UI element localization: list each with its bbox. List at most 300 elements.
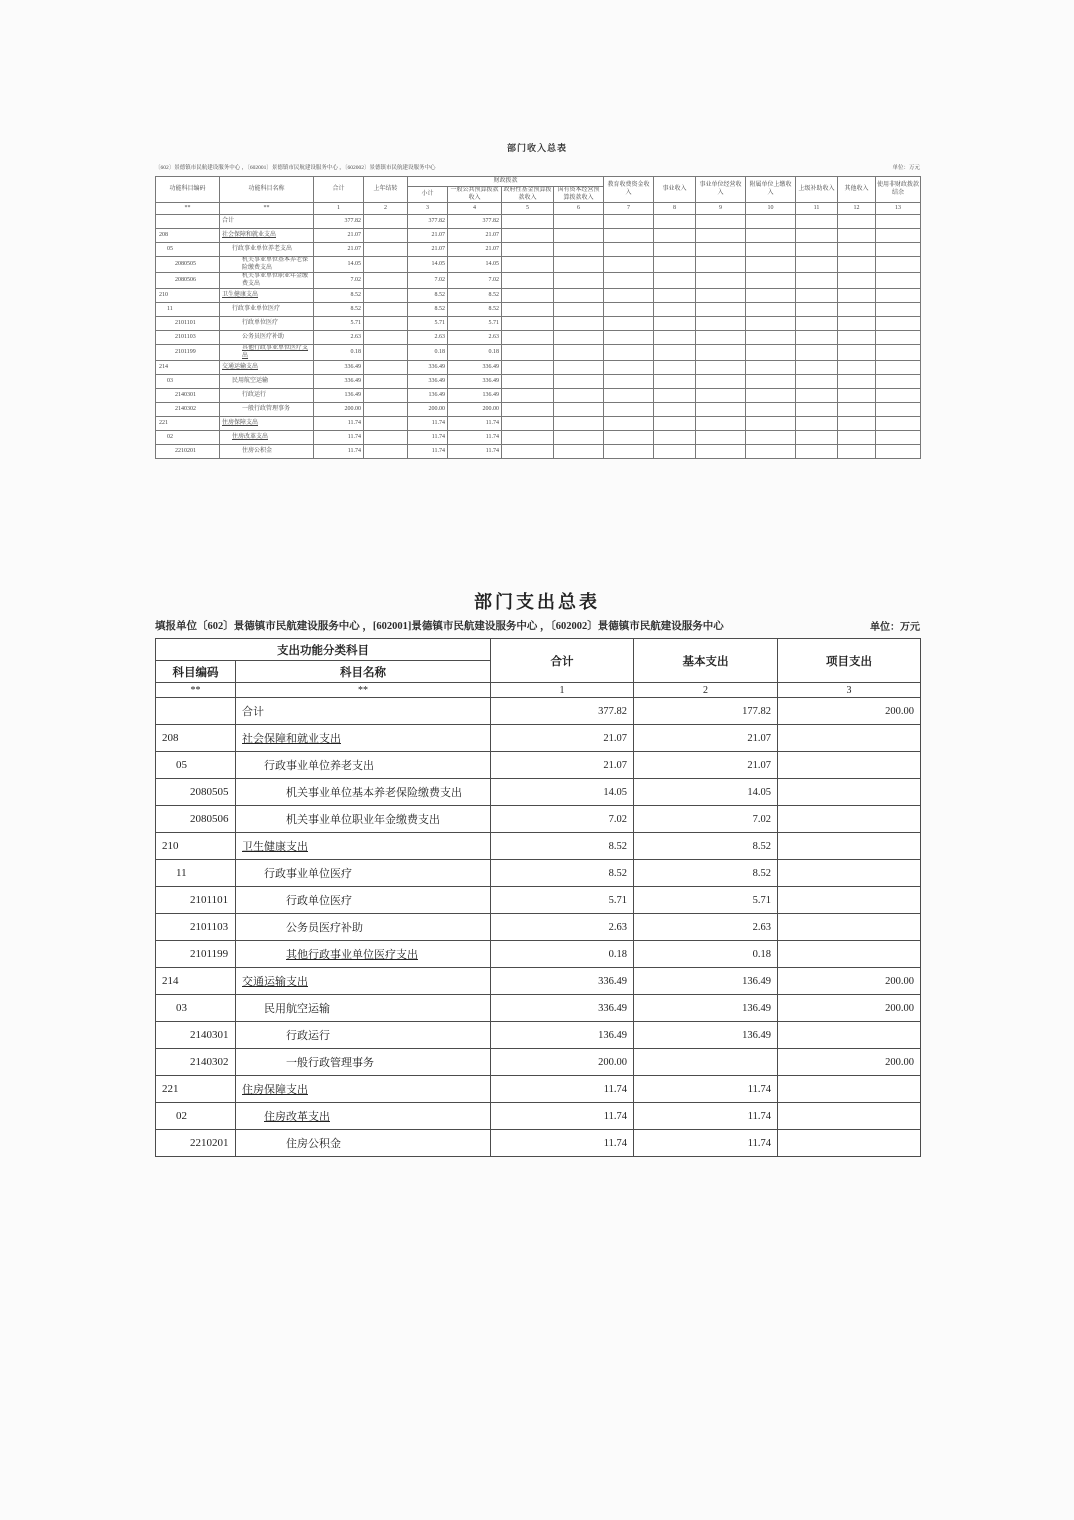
expense-value-cell: 7.02 [491,806,634,833]
income-value-cell [654,289,696,303]
expense-value-cell: 7.02 [634,806,778,833]
income-table-row [156,273,921,289]
income-value-cell [696,243,746,257]
income-value-cell [696,317,746,331]
expense-value-cell: 336.49 [491,968,634,995]
income-value-cell [796,229,838,243]
expense-code-cell: 2140301 [156,1022,236,1049]
income-table-body [156,215,921,459]
income-value-cell [838,273,876,289]
income-value-cell [796,257,838,273]
income-value-cell [554,445,604,459]
income-value-cell [604,303,654,317]
income-value-cell: 14.05 [408,257,448,273]
income-table-row [156,229,921,243]
income-value-cell: 336.49 [448,375,502,389]
income-value-cell: 5.71 [314,317,364,331]
income-value-cell [604,389,654,403]
income-colnum-cell: 9 [696,203,746,215]
income-value-cell [838,215,876,229]
expense-name-cell: 机关事业单位基本养老保险缴费支出 [236,779,491,806]
income-table-row [156,331,921,345]
expense-table-body [156,698,921,1157]
income-value-cell [876,445,921,459]
income-value-cell [654,215,696,229]
income-value-cell [554,229,604,243]
income-value-cell [604,375,654,389]
income-table-title: 部门收入总表 [506,143,567,153]
expense-value-cell [778,752,921,779]
expense-value-cell: 11.74 [634,1103,778,1130]
income-code-cell: 11 [156,303,220,317]
income-value-cell [364,375,408,389]
expense-value-cell: 5.71 [634,887,778,914]
income-name-cell: 公务员医疗补助 [220,331,314,345]
expense-value-cell: 0.18 [491,941,634,968]
expense-value-cell: 11.74 [491,1076,634,1103]
income-value-cell [696,273,746,289]
income-value-cell [838,375,876,389]
income-col-superior: 上级补助收入 [796,177,838,203]
income-table-row [156,445,921,459]
income-value-cell: 200.00 [408,403,448,417]
income-value-cell: 377.82 [314,215,364,229]
expense-table-row [156,752,921,779]
income-colnum-cell: 1 [314,203,364,215]
expense-name-cell: 交通运输支出 [236,968,491,995]
income-value-cell [654,431,696,445]
income-value-cell [796,243,838,257]
income-value-cell [876,361,921,375]
income-value-cell [502,331,554,345]
income-value-cell [364,303,408,317]
income-code-cell: 2101101 [156,317,220,331]
income-name-cell: 行政事业单位医疗 [220,303,314,317]
income-value-cell [746,273,796,289]
income-col-business: 事业收入 [654,177,696,203]
expense-name-cell: 住房公积金 [236,1130,491,1157]
income-value-cell: 2.63 [448,331,502,345]
expense-value-cell: 200.00 [778,1049,921,1076]
income-value-cell: 336.49 [408,375,448,389]
income-value-cell [554,303,604,317]
income-value-cell [604,345,654,361]
income-value-cell [364,317,408,331]
income-value-cell [876,243,921,257]
expense-reporting-unit: 填报单位〔602〕景德镇市民航建设服务中心 ，[602001]景德镇市民航建设服务中心 ，〔602002〕景德镇市民航建设服务中心 [155,621,724,632]
expense-value-cell: 0.18 [634,941,778,968]
income-value-cell [876,389,921,403]
income-col-gov-fund: 政府性基金预算拨款收入 [503,187,552,201]
income-value-cell [604,257,654,273]
income-table-row [156,403,921,417]
income-value-cell [502,257,554,273]
expense-table-title: 部门支出总表 [474,592,600,612]
income-col-code: 功能科目编码 [156,177,220,203]
expense-table-row [156,725,921,752]
expense-value-cell [778,1103,921,1130]
income-value-cell: 0.18 [314,345,364,361]
expense-code-cell [156,698,236,725]
income-name-cell: 社会保障和就业支出 [220,229,314,243]
income-value-cell [746,331,796,345]
income-value-cell [796,361,838,375]
income-value-cell [554,289,604,303]
income-value-cell [604,361,654,375]
income-value-cell: 200.00 [314,403,364,417]
income-name-cell: 住房公积金 [220,445,314,459]
expense-name-cell: 民用航空运输 [236,995,491,1022]
income-value-cell: 14.05 [448,257,502,273]
expense-value-cell [778,779,921,806]
expense-value-cell: 8.52 [634,860,778,887]
income-table [155,176,921,459]
income-value-cell [502,303,554,317]
income-value-cell [838,431,876,445]
expense-name-cell: 行政事业单位养老支出 [236,752,491,779]
income-colnum-cell: 12 [838,203,876,215]
income-colnum-cell: 7 [604,203,654,215]
expense-colnum-cell: 1 [491,683,634,698]
income-value-cell: 11.74 [408,445,448,459]
income-value-cell: 7.02 [314,273,364,289]
income-value-cell [876,215,921,229]
expense-table-subtitle-row [155,618,920,633]
income-value-cell [746,243,796,257]
income-value-cell: 21.07 [314,243,364,257]
income-value-cell: 8.52 [314,289,364,303]
expense-value-cell [634,1049,778,1076]
income-code-cell: 2080506 [156,273,220,289]
income-table-row [156,361,921,375]
expense-code-cell: 214 [156,968,236,995]
income-value-cell [364,361,408,375]
income-value-cell [876,403,921,417]
income-col-general-budget: 一般公共预算拨款收入 [448,187,502,203]
income-value-cell: 21.07 [448,229,502,243]
expense-value-cell: 11.74 [491,1130,634,1157]
expense-table-row [156,914,921,941]
expense-name-cell: 行政单位医疗 [236,887,491,914]
income-value-cell: 8.52 [314,303,364,317]
income-value-cell: 11.74 [448,431,502,445]
income-value-cell [696,289,746,303]
income-value-cell: 336.49 [314,361,364,375]
income-value-cell: 336.49 [408,361,448,375]
income-value-cell: 11.74 [448,417,502,431]
income-value-cell [746,375,796,389]
income-value-cell [654,389,696,403]
expense-name-cell: 其他行政事业单位医疗支出 [236,941,491,968]
expense-value-cell [778,806,921,833]
income-value-cell [604,317,654,331]
income-value-cell: 5.71 [408,317,448,331]
expense-value-cell: 5.71 [491,887,634,914]
income-value-cell [604,431,654,445]
income-value-cell [838,331,876,345]
income-value-cell [838,257,876,273]
expense-table-row [156,941,921,968]
expense-value-cell: 136.49 [491,1022,634,1049]
income-value-cell [502,215,554,229]
income-colnum-cell: 5 [502,203,554,215]
income-value-cell [876,317,921,331]
income-value-cell [654,361,696,375]
income-value-cell [696,431,746,445]
income-value-cell [838,389,876,403]
income-value-cell: 8.52 [448,289,502,303]
expense-name-cell: 机关事业单位职业年金缴费支出 [236,806,491,833]
income-value-cell: 8.52 [408,303,448,317]
income-value-cell [746,303,796,317]
income-value-cell [502,375,554,389]
income-value-cell [654,375,696,389]
income-name-cell: 合计 [220,215,314,229]
income-reporting-unit: 〔602〕景德镇市民航建设服务中心 ，〔602001〕景德镇市民航建设服务中心 ，〔602002〕景德镇市民航建设服务中心 [155,165,436,171]
income-value-cell: 136.49 [448,389,502,403]
income-table-row [156,345,921,361]
income-colnum-cell: 11 [796,203,838,215]
income-value-cell [796,273,838,289]
income-value-cell [796,389,838,403]
expense-value-cell [778,1022,921,1049]
expense-value-cell [778,887,921,914]
expense-code-cell: 02 [156,1103,236,1130]
expense-value-cell: 21.07 [491,752,634,779]
income-value-cell [696,417,746,431]
expense-value-cell: 21.07 [634,752,778,779]
expense-code-cell: 11 [156,860,236,887]
income-value-cell: 0.18 [408,345,448,361]
income-col-carryover: 上年结转 [364,177,408,203]
expense-code-cell: 208 [156,725,236,752]
expense-table-row [156,1049,921,1076]
expense-table-row [156,833,921,860]
income-col-other: 其他收入 [838,177,876,203]
expense-value-cell [778,1076,921,1103]
expense-table-row [156,995,921,1022]
income-value-cell [796,375,838,389]
expense-value-cell [778,941,921,968]
expense-value-cell [778,725,921,752]
income-value-cell: 136.49 [408,389,448,403]
expense-table-row [156,860,921,887]
income-value-cell [746,317,796,331]
expense-table-row [156,1076,921,1103]
income-name-cell: 机关事业单位职业年金缴费支出 [220,273,314,289]
expense-col-project: 项目支出 [778,639,921,683]
income-value-cell [746,445,796,459]
income-value-cell [876,303,921,317]
income-value-cell: 21.07 [408,243,448,257]
expense-value-cell [778,860,921,887]
income-value-cell: 11.74 [314,417,364,431]
income-value-cell [364,229,408,243]
income-value-cell [604,289,654,303]
income-value-cell [364,445,408,459]
income-name-cell: 一般行政管理事务 [220,403,314,417]
income-value-cell [746,403,796,417]
income-value-cell: 11.74 [408,431,448,445]
income-code-cell: 2210201 [156,445,220,459]
expense-value-cell: 8.52 [491,833,634,860]
income-value-cell [654,273,696,289]
expense-code-cell: 2101101 [156,887,236,914]
income-table-row [156,317,921,331]
income-value-cell [654,417,696,431]
income-value-cell [654,317,696,331]
income-colnum-cell: 3 [408,203,448,215]
income-colnum-cell: 10 [746,203,796,215]
income-table-row [156,375,921,389]
expense-colnum-cell: ** [236,683,491,698]
income-col-subsidiary: 附属单位上缴收入 [746,177,796,203]
income-value-cell [364,257,408,273]
expense-col-code: 科目编码 [156,661,236,683]
income-code-cell: 208 [156,229,220,243]
expense-table-row [156,698,921,725]
income-value-cell [554,257,604,273]
expense-code-cell: 2101199 [156,941,236,968]
income-value-cell [554,389,604,403]
expense-code-cell: 2101103 [156,914,236,941]
income-value-cell: 8.52 [408,289,448,303]
income-col-operating: 事业单位经营收入 [696,177,746,203]
expense-col-function-group: 支出功能分类科目 [156,639,491,661]
income-value-cell: 5.71 [448,317,502,331]
income-colnum-cell: 13 [876,203,921,215]
income-col-edu-fee: 教育收费资金收入 [604,177,654,203]
income-value-cell: 336.49 [314,375,364,389]
income-table-subtitle-row [155,163,920,171]
income-value-cell [796,331,838,345]
expense-value-cell: 136.49 [634,968,778,995]
expense-value-cell: 200.00 [491,1049,634,1076]
income-value-cell [838,243,876,257]
income-value-cell: 377.82 [408,215,448,229]
expense-value-cell: 200.00 [778,995,921,1022]
income-value-cell [876,273,921,289]
income-value-cell [796,403,838,417]
income-value-cell [502,345,554,361]
income-value-cell [364,331,408,345]
income-value-cell: 14.05 [314,257,364,273]
expense-name-cell: 住房保障支出 [236,1076,491,1103]
income-value-cell: 7.02 [448,273,502,289]
expense-name-cell: 合计 [236,698,491,725]
income-value-cell [654,445,696,459]
income-value-cell: 200.00 [448,403,502,417]
income-value-cell [838,303,876,317]
income-value-cell [502,403,554,417]
income-code-cell: 02 [156,431,220,445]
expense-value-cell: 14.05 [491,779,634,806]
income-col-fiscal-group: 财政拨款 [408,177,604,187]
income-value-cell [746,345,796,361]
expense-value-cell: 377.82 [491,698,634,725]
expense-table-row [156,1103,921,1130]
income-value-cell [364,389,408,403]
income-colnum-cell: 8 [654,203,696,215]
income-value-cell [604,215,654,229]
expense-name-cell: 卫生健康支出 [236,833,491,860]
income-value-cell [554,431,604,445]
income-value-cell [604,417,654,431]
income-value-cell [502,431,554,445]
income-value-cell [876,417,921,431]
income-value-cell [502,361,554,375]
income-value-cell [838,403,876,417]
income-value-cell [746,389,796,403]
income-value-cell [554,215,604,229]
income-colnum-row [156,203,921,215]
income-value-cell [654,403,696,417]
income-value-cell [696,331,746,345]
expense-code-cell: 05 [156,752,236,779]
income-value-cell [838,229,876,243]
income-value-cell [838,445,876,459]
income-value-cell: 21.07 [448,243,502,257]
income-value-cell [502,289,554,303]
expense-table-row [156,887,921,914]
income-value-cell [796,431,838,445]
income-value-cell [796,417,838,431]
income-code-cell: 2140302 [156,403,220,417]
income-code-cell: 2140301 [156,389,220,403]
income-name-cell: 行政事业单位养老支出 [220,243,314,257]
expense-colnum-cell: 3 [778,683,921,698]
income-value-cell [696,229,746,243]
expense-value-cell [778,1130,921,1157]
expense-table-row [156,779,921,806]
expense-col-name: 科目名称 [236,661,491,683]
expense-value-cell: 21.07 [634,725,778,752]
income-value-cell: 377.82 [448,215,502,229]
income-value-cell [876,229,921,243]
income-value-cell [554,331,604,345]
expense-value-cell: 11.74 [634,1130,778,1157]
income-value-cell [502,389,554,403]
income-value-cell [696,303,746,317]
income-value-cell [876,431,921,445]
expense-value-cell: 21.07 [491,725,634,752]
income-table-row [156,303,921,317]
income-value-cell [554,417,604,431]
income-value-cell: 336.49 [448,361,502,375]
expense-value-cell: 8.52 [491,860,634,887]
income-value-cell [876,331,921,345]
income-value-cell: 0.18 [448,345,502,361]
expense-name-cell: 行政运行 [236,1022,491,1049]
income-table-row [156,389,921,403]
expense-value-cell: 11.74 [634,1076,778,1103]
income-value-cell [746,361,796,375]
income-value-cell [554,375,604,389]
income-value-cell [796,289,838,303]
income-value-cell [604,445,654,459]
income-value-cell [554,361,604,375]
income-name-cell: 民用航空运输 [220,375,314,389]
expense-table-row [156,968,921,995]
expense-code-cell: 210 [156,833,236,860]
expense-value-cell: 200.00 [778,698,921,725]
income-value-cell [364,403,408,417]
expense-table-row [156,1022,921,1049]
income-value-cell [364,215,408,229]
income-value-cell: 11.74 [314,445,364,459]
income-value-cell: 7.02 [408,273,448,289]
income-value-cell [696,445,746,459]
